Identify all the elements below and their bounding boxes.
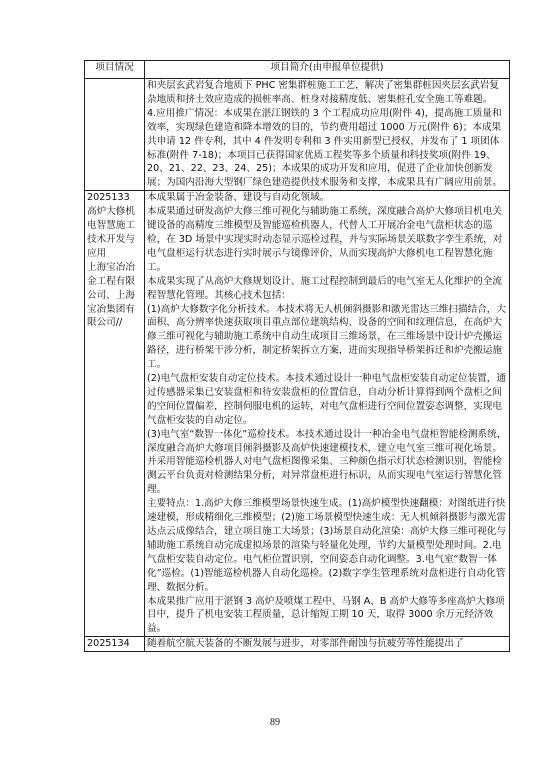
table-row bbox=[85, 637, 510, 652]
paragraph: (2)电气盘柜安装自动定位技术。本技术通过设计一种电气盘柜安装自动定位装置，通过传感器采集已安装盘柜和待安装盘柜的位置信息，自动分析计算得到两个盘柜之间的空间位置偏差，控制伺服电机的运转，对电气盘柜进行空间位置姿态调整，实现电气盘柜安装的自动定位。 bbox=[147, 373, 506, 426]
paragraph: 和夹层玄武岩复合地质下 PHC 密集群桩施工工艺，解决了密集群桩因夹层玄武岩复杂地质和挤土效应造成的损桩率高、桩身对接精度低、密集桩孔安全施工等难题。 bbox=[147, 80, 499, 105]
paragraph: 随着航空航天装备的不断发展与进步，对零部件耐蚀与抗疲劳等性能提出了 bbox=[147, 638, 464, 650]
paragraph: 4.应用推广情况：本成果在湛江钢铁的 3 个工程成功应用(附件 4)，提高施工质量和效率，实现绿色建造和降本增效的目的，节约费用超过 1000 万元(附件 6)；本成果共申请 12 件专利，其中 4 件发明专利和 3 件实用新型已授权，并发布了 1 项团体标准(附件 7-18)；本项目已获得国家优质工程奖等多个质量和科技奖项(附件 19、20、21、22、23、24、25)；本成果的成功开发和应用，促进了企业加快创新发展；为国内沿海大型钢厂绿色建造提供技术服务和支撑，本成果具有广阔应用前景。 bbox=[147, 107, 502, 189]
project-cell bbox=[85, 191, 145, 637]
paragraph: (1)高炉大修数字化分析技术。本技术将无人机倾斜摄影和激光雷达三维扫描结合，大面积、高分辨率快速获取项目重点部位建筑结构、设备的空间和纹理信息，在高炉大修三维可视化与辅助施工系统中自动生成项目三维场景，在三维场景中设计炉壳搬运路径，进行桥架干涉分析，制定桥架拆立方案，进而实现指导桥架拆迁和炉壳搬运施工。 bbox=[147, 303, 506, 371]
header-project-summary: 项目简介(由申报单位提供) bbox=[145, 61, 510, 79]
header-project-info: 项目情况 bbox=[85, 61, 145, 79]
table-header-row bbox=[85, 61, 510, 79]
project-id: 2025133 bbox=[87, 192, 130, 204]
table-row bbox=[85, 79, 510, 191]
paragraph: 主要特点：1.高炉大修三维模型场景快速生成。(1)高炉模型快速翻模：对图纸进行快速建模，形成精细化三维模型；(2)施工场景模型快速生成：无人机倾斜摄影与激光雷达点云成像结合，建立项目施工大场景；(3)场景自动化渲染：高炉大修三维可视化与辅助施工系统自动完成虚拟场景的渲染与轻量化处理，节约大量模型处理时间。2.电气盘柜安装自动定位。电气柜位置识别，空间姿态自动化调整。3.电气室“数智一体化”巡检。(1)智能巡检机器人自动化巡检。(2)数字孪生管理系统对盘柜进行自动化管理、数据分析。 bbox=[147, 498, 506, 593]
project-cell bbox=[85, 637, 145, 652]
paragraph: (3)电气室“数智一体化”巡检技术。本技术通过设计一种冶金电气盘柜智能检测系统，深度融合高炉大修项目倾斜摄影及高炉快速建模技术，建立电气室三维可视化场景。并采用智能巡检机器人对电气盘柜图像采集、三种颜色指示灯状态检测识别，智能检测云平台负责对检测结果分析，对异常盘柜进行标识，从而实现电气室运行智慧化管理。 bbox=[147, 428, 507, 496]
description-cell bbox=[145, 191, 510, 637]
project-cell bbox=[85, 79, 145, 191]
paragraph: 本成果通过研发高炉大修三维可视化与辅助施工系统，深度融合高炉大修项目机电关键设备的高精度三维模型及智能巡检机器人，代替人工开展冶金电气盘柜状态的巡检，在 3D 场景中实现实时动态显示巡检过程，并与实际场景关联数字孪生系统，对电气盘柜运行状态进行实时展示与镜像评价，从而实现高炉大修机电工程智慧化施工。 bbox=[147, 206, 503, 273]
paragraph: 本成果实现了从高炉大修规划设计、施工过程控制到最后的电气室无人化维护的全流程智慧化管理。其核心技术包括： bbox=[147, 275, 502, 301]
description-cell bbox=[145, 637, 510, 652]
page-number: 89 bbox=[270, 717, 280, 728]
description-cell bbox=[145, 79, 510, 191]
table-row bbox=[85, 191, 510, 637]
project-organization: 上海宝冶冶金工程有限公司、上海宝冶集团有限公司// bbox=[87, 261, 135, 329]
paragraph: 本成果属于冶金装备、建设与自动化领域。 bbox=[147, 192, 330, 204]
paragraph: 本成果推广应用于湛钢 3 高炉及喷煤工程中、马钢 A、B 高炉大修等多座高炉大修项目中，提升了机电安装工程质量，总计缩短工期 10 天，取得 3000 余万元经济效益。 bbox=[147, 595, 505, 635]
project-title: 高炉大修机电智慧施工技术开发与应用 bbox=[87, 206, 135, 259]
project-id: 2025134 bbox=[87, 638, 130, 650]
project-table bbox=[84, 60, 510, 652]
